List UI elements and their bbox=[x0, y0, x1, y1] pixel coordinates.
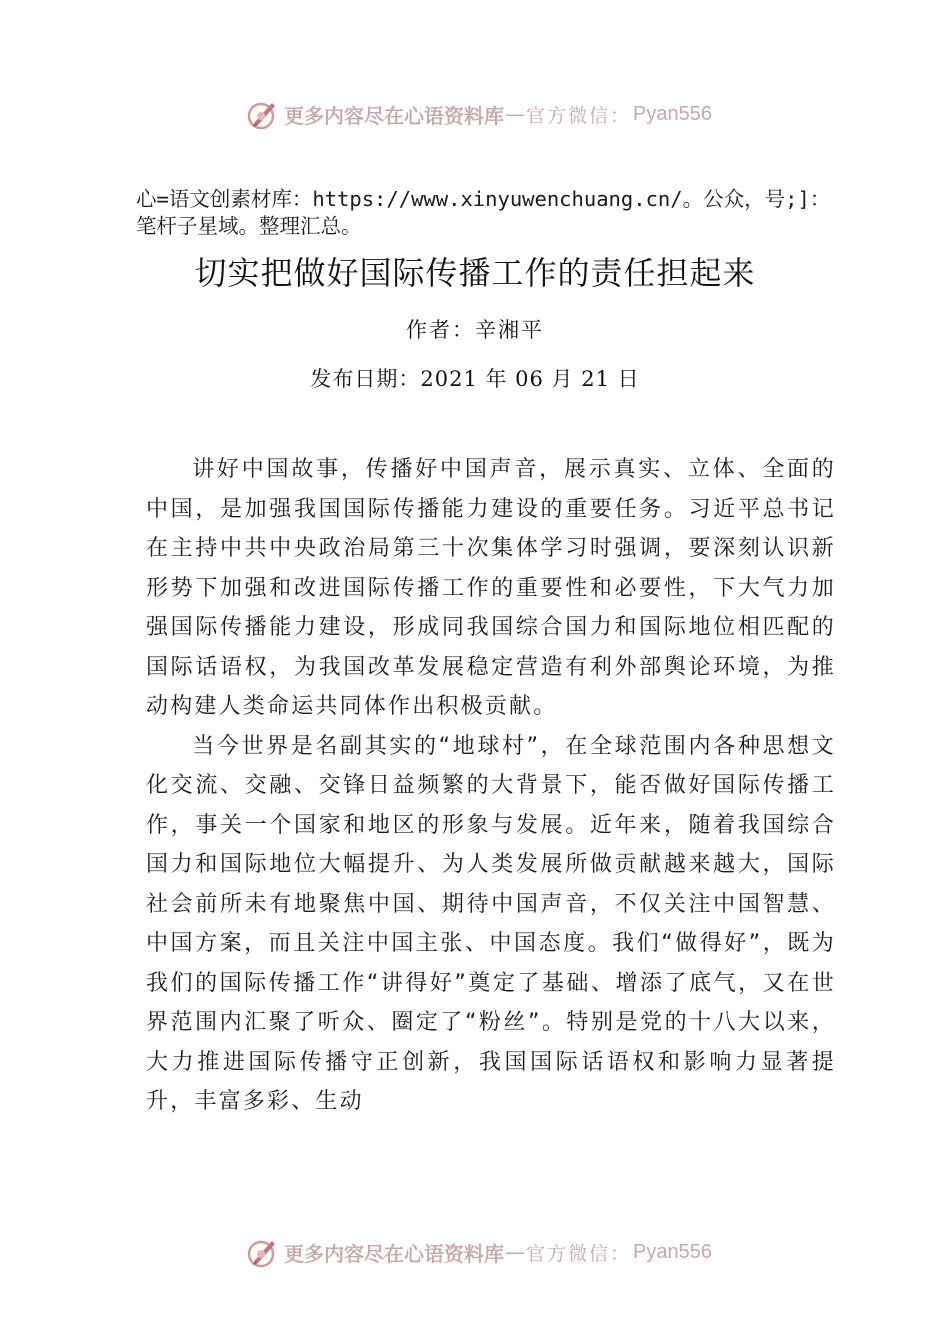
article-date: 发布日期：2021 年 06 月 21 日 bbox=[310, 367, 640, 391]
banner-dash: — bbox=[505, 102, 525, 126]
banner-dash: — bbox=[505, 1240, 525, 1264]
banner-wechat-label: 官方微信： bbox=[526, 104, 632, 127]
article-title: 切实把做好国际传播工作的责任担起来 bbox=[194, 254, 756, 292]
paragraph: 讲好中国故事，传播好中国声音，展示真实、立体、全面的中国，是加强我国国际传播能力建设的重要任务。习近平总书记在主持中共中央政治局第三十次集体学习时强调，要深刻认识新形势下加强和改进国际传播工作的重要性和必要性，下大气力加强国际传播能力建设，形成同我国综合国力和国际地位相匹配的国际话语权，为我国改革发展稳定营造有利外部舆论环境，为推动构建人类命运共同体作出积极贡献。 bbox=[146, 457, 836, 719]
banner-title: 更多内容尽在心语资料库 bbox=[284, 1241, 504, 1266]
article-author: 作者：辛湘平 bbox=[406, 318, 544, 342]
banner-wechat-label: 官方微信： bbox=[526, 1242, 632, 1265]
article-body bbox=[146, 450, 836, 1122]
banner-title: 更多内容尽在心语资料库 bbox=[284, 103, 504, 128]
pen-circle-logo-icon bbox=[246, 1235, 280, 1269]
pen-circle-logo-icon bbox=[246, 97, 280, 131]
header-banner bbox=[0, 94, 950, 134]
paragraph: 当今世界是名副其实的“地球村”，在全球范围内各种思想文化交流、交融、交锋日益频繁的大背景下，能否做好国际传播工作，事关一个国家和地区的形象与发展。近年来，随着我国综合国力和国际地位大幅提升、为人类发展所做贡献越来越大，国际社会前所未有地聚焦中国、期待中国声音，不仅关注中国智慧、中国方案，而且关注中国主张、中国态度。我们“做得好”，既为我们的国际传播工作“讲得好”奠定了基础、增添了底气，又在世界范围内汇聚了听众、圈定了“粉丝”。特别是党的十八大以来，大力推进国际传播守正创新，我国国际话语权和影响力显著提升，丰富多彩、生动 bbox=[146, 733, 836, 1114]
banner-wechat-id: Pyan556 bbox=[633, 1240, 712, 1263]
banner-wechat-id: Pyan556 bbox=[633, 102, 712, 125]
source-note: 心=语文创素材库：https://www.xinyuwenchuang.cn/。公众，号;]：笔杆子星域。整理汇总。 bbox=[136, 187, 831, 238]
footer-banner bbox=[0, 1232, 950, 1272]
